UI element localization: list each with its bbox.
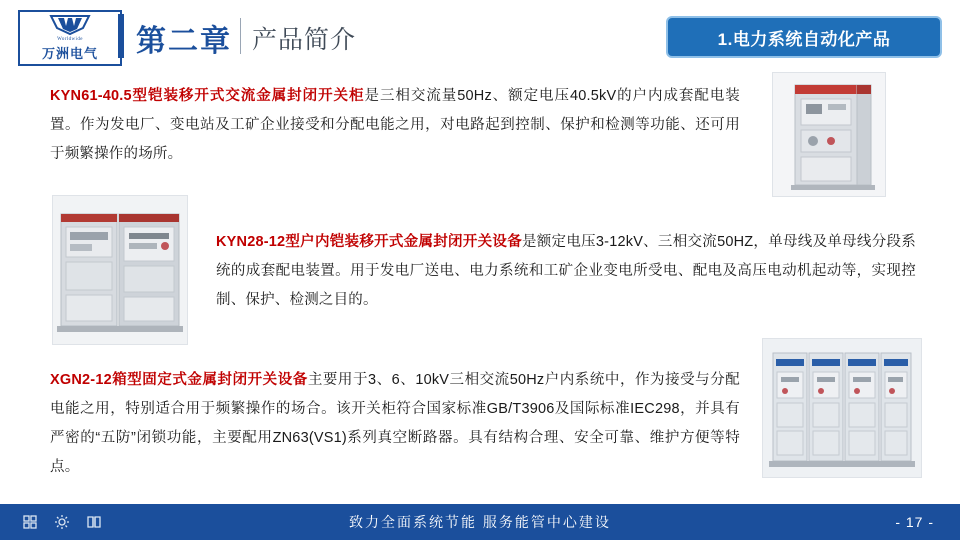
paragraph-kyn28 — [216, 228, 916, 315]
image-switchgear-kyn28 — [52, 195, 188, 345]
chapter-title: 第二章 — [136, 24, 232, 59]
paragraph-kyn61-text: 是三相交流量50Hz、额定电压40.5kV的户内成套配电装置。作为发电厂、变电站及工矿企业接受和分配电能之用，对电路起到控制、保护和检测等功能、还可用于频繁操作的场所。 — [50, 88, 741, 162]
chapter-subtitle: 产品简介 — [252, 25, 357, 54]
section-badge — [666, 16, 942, 58]
paragraph-kyn28-text: 是额定电压3-12kV、三相交流50HZ，单母线及单母线分段系统的成套配电装置。用于发电厂送电、电力系统和工矿企业变电所受电、配电及高压电动机起动等，实现控制、保护、检测之目的。 — [216, 234, 916, 308]
logo-cn-label: 万洲电气 — [41, 46, 98, 61]
company-logo — [18, 10, 122, 66]
section-badge-label: 1.电力系统自动化产品 — [717, 29, 891, 49]
page-number: - 17 - — [895, 514, 934, 530]
paragraph-xgn2-highlight: XGN2-12箱型固定式金属封闭开关设备 — [50, 372, 308, 388]
footer-slogan: 致力全面系统节能 服务能管中心建设 — [349, 514, 611, 530]
paragraph-kyn61 — [50, 82, 740, 169]
paragraph-xgn2-text: 主要用于3、6、10kV三相交流50Hz户内系统中，作为接受与分配电能之用，特别适合用于频繁操作的场合。该开关柜符合国家标准GB/T3906及国际标准IEC298，并具有严密的“五防”闭锁功能，主要配用ZN63(VS1)系列真空断路器。具有结构合理、安全可靠、维护方便等特点。 — [50, 372, 740, 475]
image-switchgear-kyn61 — [772, 72, 886, 197]
image-switchgear-xgn2 — [762, 338, 922, 478]
chapter-accent-bar — [118, 14, 124, 58]
chapter-divider — [240, 18, 241, 54]
paragraph-kyn28-highlight: KYN28-12型户内铠装移开式金属封闭开关设备 — [216, 234, 522, 250]
paragraph-kyn61-highlight: KYN61-40.5型铠装移开式交流金属封闭开关柜 — [50, 88, 365, 104]
paragraph-xgn2 — [50, 366, 740, 482]
logo-en-label: Worldwide — [57, 37, 83, 42]
logo-mark-icon — [47, 14, 93, 36]
footer-bar — [0, 504, 960, 540]
